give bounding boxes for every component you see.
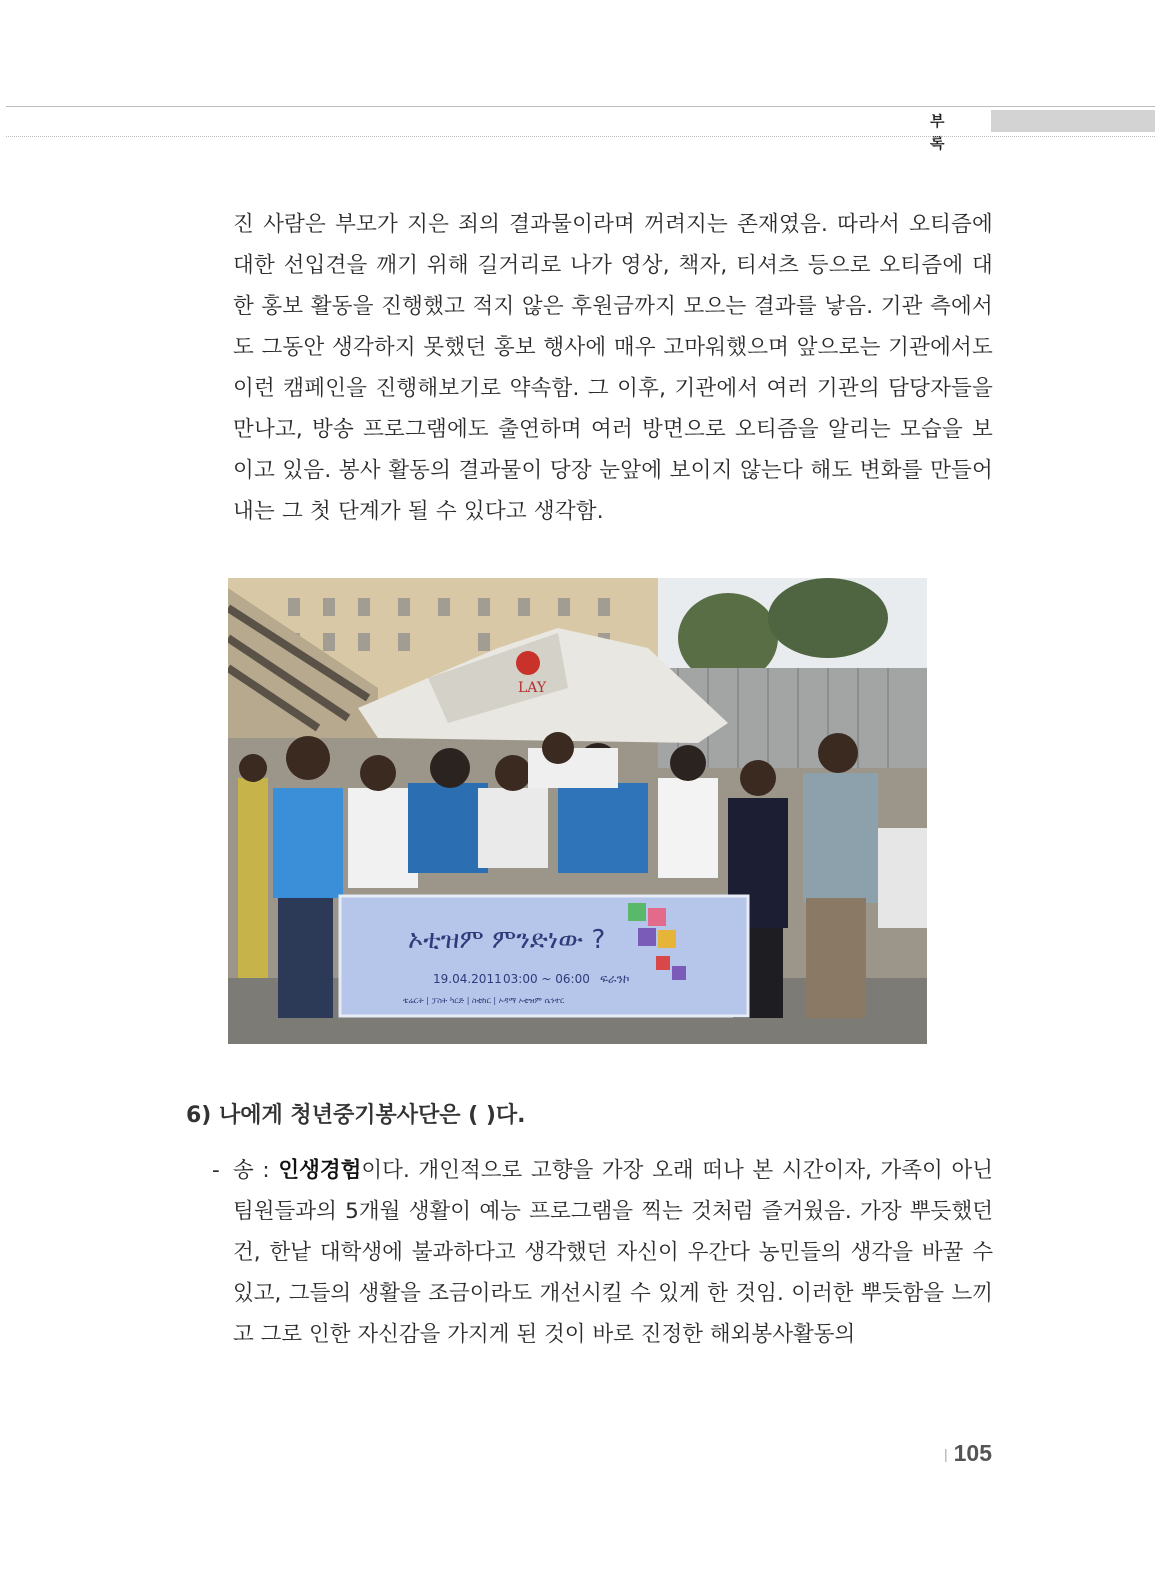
section-heading: 6) 나에게 청년중기봉사단은 ( )다. bbox=[186, 1103, 526, 1128]
banner-date: 19.04.2011 bbox=[433, 972, 502, 986]
body-paragraph: 진 사람은 부모가 지은 죄의 결과물이라며 꺼려지는 존재였음. 따라서 오티즘에 대한 선입견을 깨기 위해 길거리로 나가 영상, 책자, 티셔츠 등으로 오티즘에 대한 홍보 활동을 진행했고 적지 않은 후원금까지 모으는 결과를 낳음. 기관 측에서도 그동안 생각하지 못했던 홍보 행사에 매우 고마워했으며 앞으로는 기관에서도 이런 캠페인을 진행해보기로 약속함. 그 이후, 기관에서 여러 기관의 담당자들을 만나고, 방송 프로그램에도 출연하며 여러 방면으로 오티즘을 알리는 모습을 보이고 있음. 봉사 활동의 결과물이 당장 눈앞에 보이지 않는다 해도 변화를 만들어내는 그 첫 단계가 될 수 있다고 생각함. bbox=[233, 212, 994, 524]
banner-time: 03:00 ~ 06:00 bbox=[503, 972, 590, 986]
item-keyword: 인생경험 bbox=[278, 1158, 362, 1183]
list-item-text bbox=[233, 1150, 993, 1355]
banner-title: ኦቲዝም ምንድነው ? bbox=[408, 925, 606, 955]
group-photo bbox=[228, 578, 927, 1044]
item-prefix: 송 : bbox=[233, 1158, 279, 1183]
tent-text: LAY bbox=[518, 680, 547, 696]
list-dash: - bbox=[212, 1158, 220, 1183]
item-body: 이다. 개인적으로 고향을 가장 오래 떠나 본 시간이자, 가족이 아닌 팀원들과의 5개월 생활이 예능 프로그램을 찍는 것처럼 즐거웠음. 가장 뿌듯했던 건, 한낱 대학생에 불과하다고 생각했던 자신이 우간다 농민들의 생각을 바꿀 수 있고, 그들의 생활을 조금이라도 개선시킬 수 있게 한 것임. 이러한 뿌듯함을 느끼고 그로 인한 자신감을 가지게 된 것이 바로 진정한 해외봉사활동의 bbox=[233, 1158, 993, 1347]
header-rule bbox=[6, 106, 1155, 107]
section-label: 부 록 bbox=[930, 112, 957, 152]
section-bar bbox=[991, 110, 1155, 132]
page-number: | 105 bbox=[944, 1440, 993, 1466]
banner-footer: ቴሬርት | ፓስት ካርድ | ስቲከር | ኦዳማ ኦቲዝም ሴንተር bbox=[403, 996, 565, 1005]
header-dotted-rule bbox=[6, 136, 1155, 137]
banner-place: ፍራንኮ bbox=[600, 972, 630, 986]
